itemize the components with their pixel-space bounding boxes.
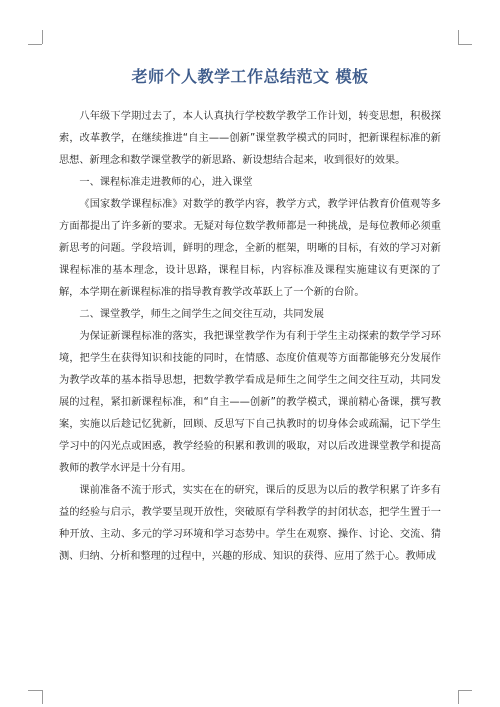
paragraph-curriculum-standard: 《国家数学课程标准》对数学的教学内容，教学方式，教学评估教育价值观等多方面都提出了许多新的要求。无疑对每位数学教师都是一种挑战，是每位教师必须重新思考的问题。学段培训，鲜明的理念，全新的框架，明晰的目标，有效的学习对新课程标准的基本理念，设计思路，课程目标，内容标准及课程实施建议有更深的了解，本学期在新课程标准的指导教育教学改革跃上了一个新的台阶。 — [59, 199, 441, 298]
crop-mark-top-left-h — [28, 44, 42, 45]
crop-mark-top-left-v — [42, 30, 43, 44]
document-body — [59, 106, 441, 568]
paragraph-classroom-teaching: 为保证新课程标准的落实，我把课堂教学作为有利于学生主动探索的数学学习环境，把学生在获得知识和技能的同时，在情感、态度价值观等方面都能够充分发展作为教学改革的基本指导思想，把数学教学看成是师生之间学生之间交往互动，共同发展的过程，紧扣新课程标准，和“自主——创新”的教学模式，课前精心备课，撰写教案，实施以后趁记忆犹新，回顾、反思写下自己执教时的切身体会或疏漏，记下学生学习中的闪光点或困惑，教学经验的积累和教训的吸取，对以后改进课堂教学和提高教师的教学水评是十分有用。 — [59, 331, 441, 474]
crop-mark-top-right-v — [458, 30, 459, 44]
section-heading-1: 一、课程标准走进教师的心，进入课堂 — [79, 177, 253, 188]
crop-mark-bottom-right-v — [458, 690, 459, 704]
section-heading-2: 二、课堂教学，师生之间学生之间交往互动，共同发展 — [79, 309, 324, 320]
crop-mark-bottom-left-h — [28, 690, 42, 691]
crop-mark-bottom-right-h — [458, 690, 472, 691]
crop-mark-bottom-left-v — [42, 690, 43, 704]
crop-mark-top-right-h — [458, 44, 472, 45]
document-title: 老师个人教学工作总结范文 模板 — [131, 67, 369, 86]
paragraph-intro: 八年级下学期过去了，本人认真执行学校数学教学工作计划，转变思想，积极探索，改革教学，在继续推进“自主——创新”课堂教学模式的同时，把新课程标准的新思想、新理念和数学课堂教学的新思路、新设想结合起来，收到很好的效果。 — [59, 111, 441, 166]
paragraph-lesson-preparation: 课前准备不流于形式，实实在在的研究，课后的反思为以后的教学积累了许多有益的经验与启示，教学要呈现开放性，突破原有学科教学的封闭状态，把学生置于一种开放、主动、多元的学习环境和学习态势中。学生在观察、操作、讨论、交流、猜测、归纳、分析和整理的过程中，兴趣的形成、知识的获得、应用了然于心。教师成 — [59, 485, 441, 562]
